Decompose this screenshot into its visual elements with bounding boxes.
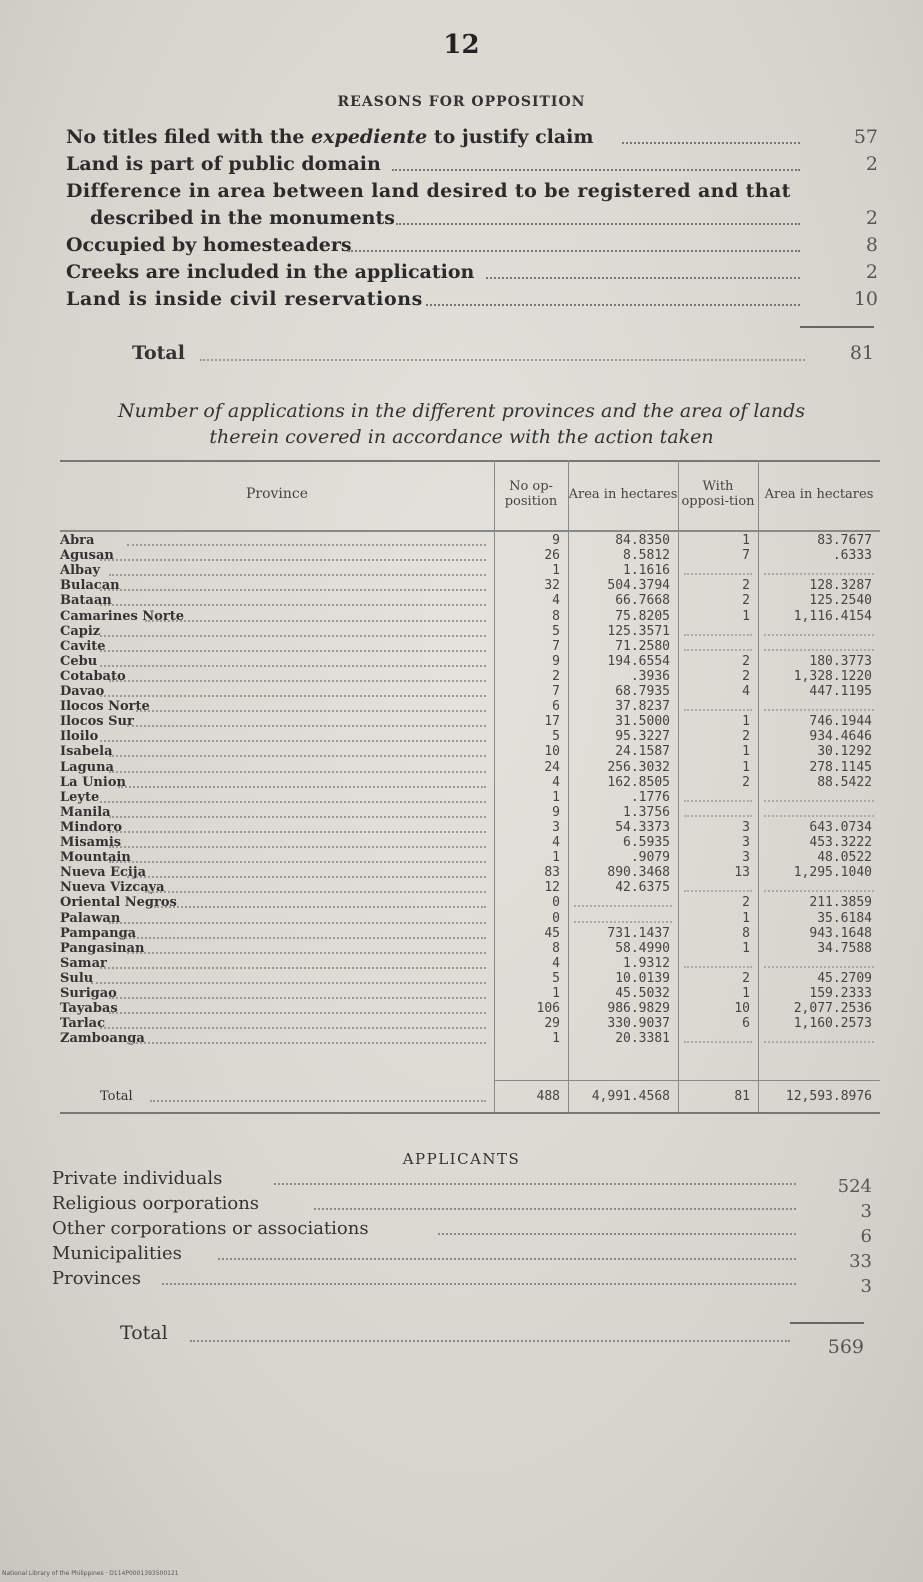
table-cell: 1 [742, 986, 750, 1001]
table-cell: .3936 [630, 668, 670, 684]
table-cell: 504.3794 [607, 578, 670, 594]
table-cell: 95.3227 [615, 729, 670, 745]
table-title-line2: therein covered in accordance with the action taken [209, 426, 714, 448]
table-row-province: Mountain [60, 850, 131, 866]
table-cell: 211.3859 [809, 895, 872, 911]
table-cell: 20.3381 [615, 1031, 670, 1047]
table-cell: 17 [544, 714, 560, 730]
table-row-province: Pangasinan [60, 940, 145, 956]
table-cell: 4 [552, 774, 560, 790]
table-cell: 7 [552, 684, 560, 699]
applicants-list [52, 1168, 872, 1297]
table-cell: 29 [544, 1016, 560, 1032]
reasons-total-value: 81 [849, 342, 874, 364]
reason-label: Land is inside civil reservations [66, 288, 423, 310]
header-no-opposition: No op-position [504, 479, 558, 509]
table-cell: 2,077.2536 [793, 1001, 872, 1017]
table-cell: 1 [552, 563, 560, 579]
applicant-row: Municipalities 33 [52, 1243, 872, 1272]
table-cell: 180.3773 [809, 653, 872, 669]
table-cell: 5 [552, 970, 560, 986]
reason-value: 2 [865, 153, 878, 175]
table-row-province: Albay [60, 563, 101, 579]
table-cell: 30.1292 [817, 744, 872, 760]
table-cell: 45.5032 [615, 986, 670, 1001]
table-cell: 12 [544, 880, 560, 896]
table-cell: 2 [742, 578, 750, 594]
table-cell: 58.4990 [615, 940, 670, 956]
table-cell: 83 [544, 865, 560, 881]
table-row-province: Isabela [60, 744, 113, 760]
table-cell: 9 [552, 533, 560, 548]
reason-row [66, 153, 878, 180]
table-cell: 10.0139 [615, 970, 670, 986]
page-number: 12 [443, 30, 480, 60]
table-row-province: Mindoro [60, 819, 123, 835]
reason-label: Difference in area between land desired to be registered and that [66, 180, 791, 202]
applicant-row: Religious oorporations 3 [52, 1193, 872, 1222]
table-cell: 1,160.2573 [793, 1016, 872, 1032]
table-cell: 1 [552, 789, 560, 805]
table-total-cell: 12,593.8976 [785, 1089, 872, 1104]
table-cell: 1 [742, 910, 750, 926]
table-cell: 643.0734 [809, 819, 872, 835]
table-row-province: Laguna [60, 759, 114, 775]
table-row-province: Sulu [60, 970, 94, 986]
table-cell: 194.6554 [607, 653, 670, 669]
table-cell: 31.5000 [615, 714, 670, 730]
table-cell: 731.1437 [607, 925, 670, 941]
table-row-province: Ilocos Norte [60, 699, 150, 715]
applicant-row: Other corporations or associations 6 [52, 1218, 872, 1247]
table-row-province: Davao [60, 684, 105, 699]
table-cell: 453.3222 [809, 835, 872, 850]
table-row-province: Pampanga [60, 925, 137, 941]
table-row-province: Cavite [60, 638, 106, 654]
table-cell: 125.3571 [607, 623, 670, 639]
table-cell: 35.6184 [817, 910, 872, 926]
table-cell: 26 [544, 548, 560, 564]
table-row-province: Ilocos Sur [60, 714, 134, 730]
table-row-province: Bulacan [60, 578, 120, 594]
applicant-row: Private individuals 524 [52, 1168, 872, 1197]
reasons-heading: REASONS FOR OPPOSITION [337, 94, 586, 110]
table-cell: 6 [552, 699, 560, 715]
table-cell: 128.3287 [809, 578, 872, 594]
table-cell: 9 [552, 653, 560, 669]
header-area-1: Area in hectares [568, 486, 678, 502]
table-cell: 125.2540 [809, 593, 872, 609]
table-row-province: La Union [60, 774, 126, 790]
reasons-total-label: Total [132, 342, 185, 364]
table-cell: 10 [734, 1001, 750, 1017]
reason-row [66, 180, 878, 207]
table-cell: 1,328.1220 [793, 668, 872, 684]
table-cell: 68.7935 [615, 684, 670, 699]
table-cell: 2 [742, 774, 750, 790]
table-row-province: Nueva Ecija [60, 865, 146, 881]
table-cell: 3 [742, 819, 750, 835]
table-cell: 2 [742, 653, 750, 669]
table-cell: 45 [544, 925, 560, 941]
table-row-province: Cebu [60, 653, 98, 669]
table-cell: 2 [742, 895, 750, 911]
table-cell: 159.2333 [809, 986, 872, 1001]
reason-value: 10 [853, 288, 878, 310]
reasons-list [66, 126, 878, 315]
table-row-province: Bataan [60, 593, 112, 609]
table-row-province: Tayabas [60, 1001, 118, 1017]
table-row-province: Nueva Vizcaya [60, 880, 165, 896]
table-cell: 2 [552, 668, 560, 684]
table-cell: 2 [742, 729, 750, 745]
reason-value: 8 [865, 234, 878, 256]
table-row-province: Cotabato [60, 668, 126, 684]
table-row-province: Leyte [60, 789, 100, 805]
table-cell: 8 [552, 608, 560, 624]
table-total-cell: 81 [734, 1089, 750, 1104]
table-cell: 278.1145 [809, 759, 872, 775]
table-cell: 1 [552, 1031, 560, 1047]
applicants-total-value: 569 [827, 1336, 864, 1358]
table-cell: 8.5812 [623, 548, 670, 564]
table-cell: 1 [552, 986, 560, 1001]
table-cell: 48.0522 [817, 850, 872, 866]
table-cell: 71.2580 [615, 638, 670, 654]
table-row-province: Palawan [60, 910, 121, 926]
table-cell: 83.7677 [817, 533, 872, 548]
table-cell: 0 [552, 895, 560, 911]
table-row-province: Misamis [60, 835, 122, 850]
table-cell: 10 [544, 744, 560, 760]
reason-row [66, 288, 878, 315]
applicants-total-label: Total [120, 1322, 168, 1344]
table-cell: 24 [544, 759, 560, 775]
table-cell: 84.8350 [615, 533, 670, 548]
table-row-province: Iloilo [60, 729, 99, 745]
table-row-province: Tarlac [60, 1016, 105, 1032]
table-cell: 88.5422 [817, 774, 872, 790]
table-cell: 7 [552, 638, 560, 654]
table-cell: 3 [742, 850, 750, 866]
table-cell: 42.6375 [615, 880, 670, 896]
table-cell: 34.7588 [817, 940, 872, 956]
table-total-label: Total [100, 1089, 133, 1104]
table-cell: 54.3373 [615, 819, 670, 835]
table-cell: 1,295.1040 [793, 865, 872, 881]
table-cell: 45.2709 [817, 970, 872, 986]
table-row-province: Surigao [60, 986, 117, 1001]
reason-value: 2 [865, 207, 878, 229]
table-cell: 1,116.4154 [793, 608, 872, 624]
reason-row [66, 207, 878, 234]
table-total-cell: 4,991.4568 [591, 1089, 670, 1104]
table-cell: 162.8505 [607, 774, 670, 790]
reason-label: Land is part of public domain [66, 153, 381, 175]
table-cell: 5 [552, 623, 560, 639]
table-cell: 2 [742, 593, 750, 609]
reason-label: Creeks are included in the application [66, 261, 475, 283]
table-cell: 8 [552, 940, 560, 956]
table-cell: 256.3032 [607, 759, 670, 775]
table-cell: 6.5935 [623, 835, 670, 850]
reason-value: 57 [853, 126, 878, 148]
reason-value: 2 [865, 261, 878, 283]
table-cell: 1.1616 [623, 563, 670, 579]
table-cell: 9 [552, 804, 560, 820]
table-cell: 1 [742, 533, 750, 548]
table-cell: 13 [734, 865, 750, 881]
table-cell: 4 [552, 955, 560, 971]
table-row-province: Manila [60, 804, 111, 820]
table-row-province: Abra [60, 533, 95, 548]
table-title-line1: Number of applications in the different provinces and the area of lands [118, 400, 805, 422]
table-cell: 2 [742, 668, 750, 684]
table-cell: 3 [552, 819, 560, 835]
reason-label: Occupied by homesteaders [66, 234, 352, 256]
table-cell: .6333 [832, 548, 872, 564]
table-cell: 1.3756 [623, 804, 670, 820]
table-cell: 1.9312 [623, 955, 670, 971]
table-row-province: Samar [60, 955, 107, 971]
table-cell: 24.1587 [615, 744, 670, 760]
table-cell: 5 [552, 729, 560, 745]
table-cell: .9079 [630, 850, 670, 866]
applicant-row: Provinces 3 [52, 1268, 872, 1297]
table-cell: 943.1648 [809, 925, 872, 941]
reason-row [66, 261, 878, 288]
table-cell: 746.1944 [809, 714, 872, 730]
table-cell: .1776 [630, 789, 670, 805]
reason-label: No titles filed with the expediente to justify claim [66, 126, 594, 148]
table-cell: 4 [552, 835, 560, 850]
table-cell: 32 [544, 578, 560, 594]
table-cell: 4 [552, 593, 560, 609]
table-cell: 1 [742, 940, 750, 956]
table-cell: 106 [536, 1001, 560, 1017]
table-cell: 1 [742, 759, 750, 775]
header-with-opposition: With opposi-tion [681, 479, 755, 509]
table-cell: 1 [742, 714, 750, 730]
table-row-province: Oriental Negros [60, 895, 177, 911]
table-cell: 3 [742, 835, 750, 850]
table-cell: 1 [742, 744, 750, 760]
table-row-province: Agusan [60, 548, 114, 564]
table-cell: 75.8205 [615, 608, 670, 624]
reason-row [66, 126, 878, 153]
table-cell: 986.9829 [607, 1001, 670, 1017]
table-cell: 7 [742, 548, 750, 564]
header-area-2: Area in hectares [764, 486, 874, 502]
table-cell: 4 [742, 684, 750, 699]
footer-credit: National Library of the Philippines · D114P0001393500121 [2, 1570, 179, 1577]
table-cell: 37.8237 [615, 699, 670, 715]
table-cell: 934.4646 [809, 729, 872, 745]
table-cell: 890.3468 [607, 865, 670, 881]
table-cell: 330.9037 [607, 1016, 670, 1032]
table-cell: 0 [552, 910, 560, 926]
table-row-province: Zamboanga [60, 1031, 145, 1047]
table-cell: 447.1195 [809, 684, 872, 699]
table-cell: 2 [742, 970, 750, 986]
total-rule [800, 326, 874, 328]
table-cell: 66.7668 [615, 593, 670, 609]
reason-label: described in the monuments [90, 207, 395, 229]
table-cell: 6 [742, 1016, 750, 1032]
applicants-heading: APPLICANTS [402, 1150, 521, 1168]
table-total-cell: 488 [536, 1089, 560, 1104]
table-cell: 1 [552, 850, 560, 866]
reason-row [66, 234, 878, 261]
table-row-province: Camarines Norte [60, 608, 184, 624]
table-row-province: Capiz [60, 623, 101, 639]
header-province: Province [245, 485, 309, 502]
table-cell: 8 [742, 925, 750, 941]
table-cell: 1 [742, 608, 750, 624]
